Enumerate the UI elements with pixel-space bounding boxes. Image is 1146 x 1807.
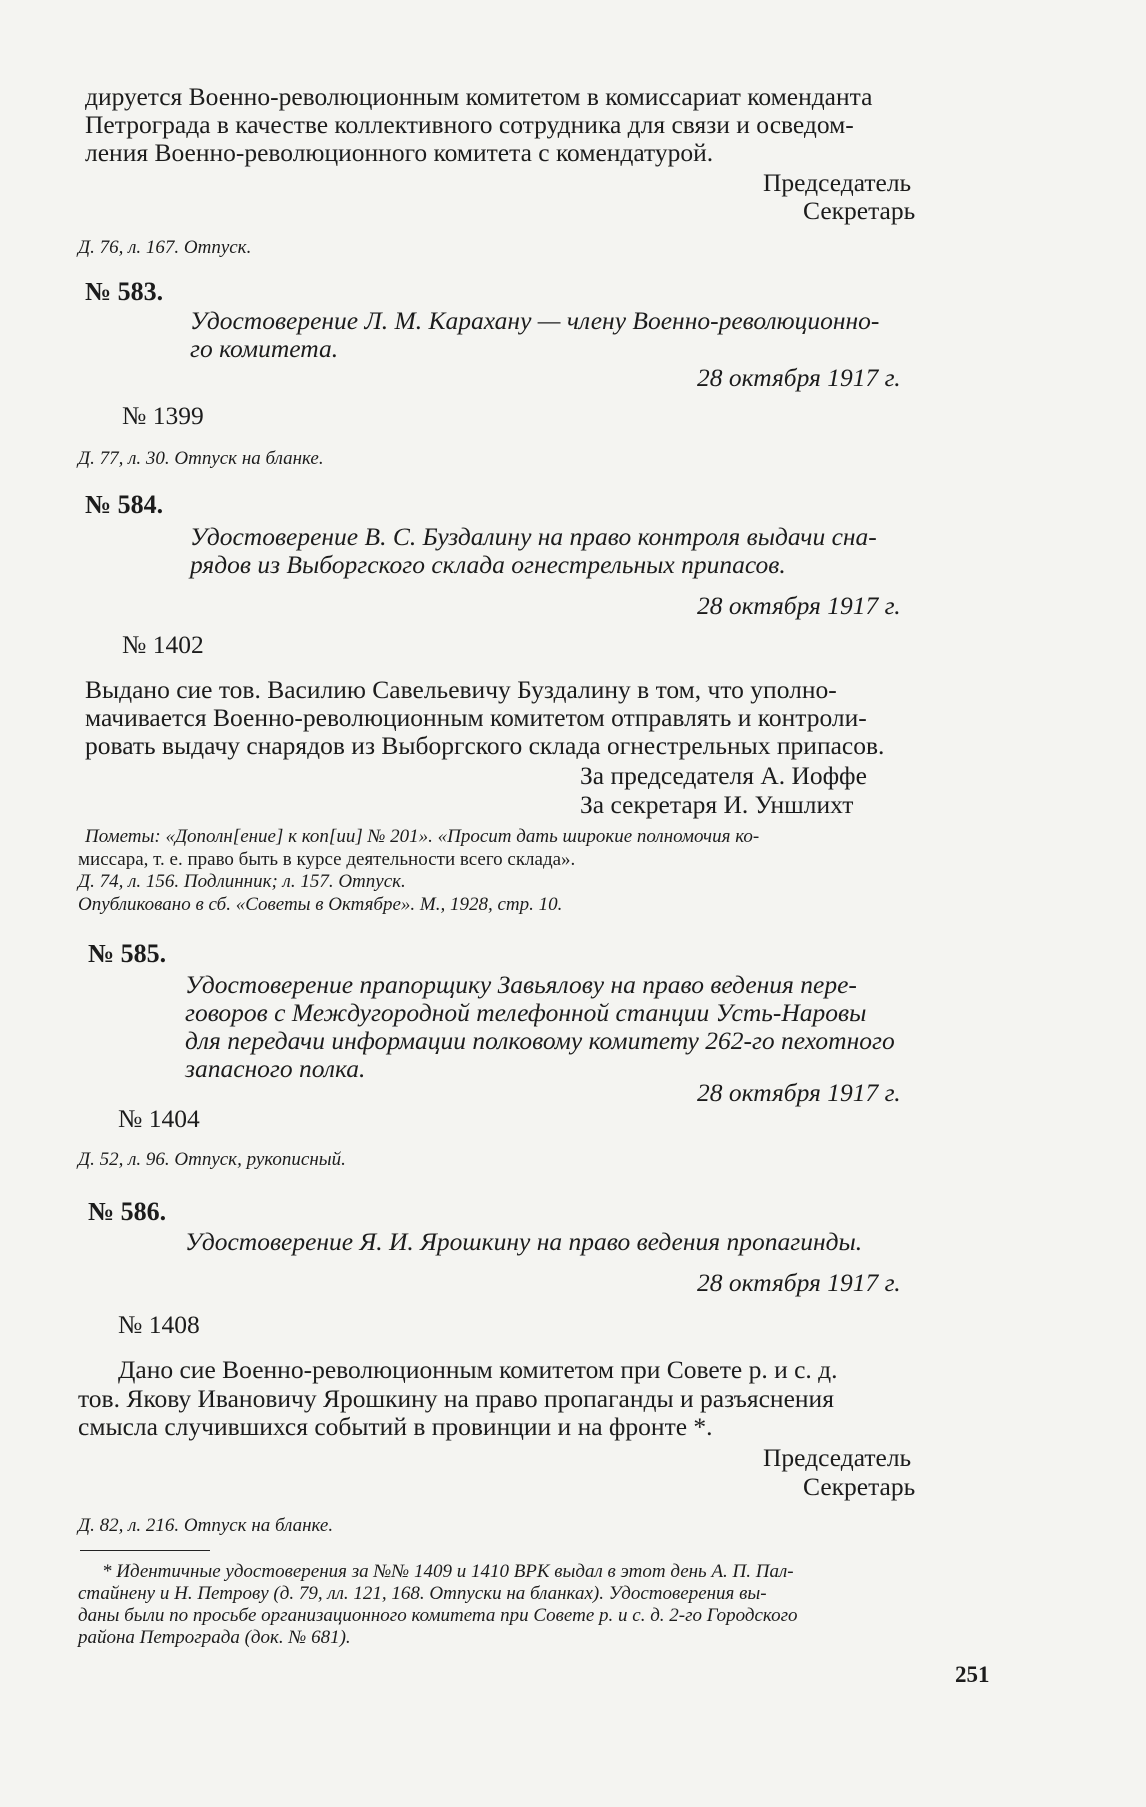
document-title: запасного полка.: [185, 1054, 366, 1083]
registration-number: № 1408: [118, 1310, 200, 1339]
document-title: Удостоверение прапорщику Завьялову на право ведения пере-: [185, 970, 857, 999]
archive-reference: Д. 52, л. 96. Отпуск, рукописный.: [78, 1149, 346, 1170]
signature-secretary: Секретарь: [803, 196, 916, 225]
footnote-line: стайнену и Н. Петрову (д. 79, лл. 121, 168. Отпуски на бланках). Удостоверения вы-: [78, 1583, 767, 1604]
archive-reference: Д. 82, л. 216. Отпуск на бланке.: [78, 1515, 334, 1536]
paragraph-line: смысла случившихся событий в провинции и на фронте *.: [78, 1412, 713, 1441]
paragraph-line: ления Военно-революционного комитета с комендатурой.: [85, 138, 714, 167]
document-title: рядов из Выборгского склада огнестрельных припасов.: [190, 550, 786, 579]
document-title: Удостоверение В. С. Буздалину на право контроля выдачи сна-: [190, 522, 877, 551]
document-title: Удостоверение Л. М. Карахану — члену Военно-революционно-: [190, 306, 880, 335]
notes-line: миссара, т. е. право быть в курсе деятельности всего склада».: [78, 849, 576, 870]
paragraph-line: тов. Якову Ивановичу Ярошкину на право пропаганды и разъяснения: [78, 1384, 834, 1413]
signature-chair: За председателя А. Иоффе: [580, 761, 867, 790]
document-number: № 585.: [88, 939, 167, 968]
signature-chair: Председатель: [763, 168, 912, 197]
notes-line: Пометы: «Дополн[ение] к коп[ии] № 201». «Просит дать широкие полномочия ко-: [85, 826, 760, 847]
paragraph-line: Выдано сие тов. Василию Савельевичу Буздалину в том, что уполно-: [85, 675, 837, 704]
archive-reference: Д. 76, л. 167. Отпуск.: [78, 237, 252, 258]
archive-reference: Д. 74, л. 156. Подлинник; л. 157. Отпуск.: [78, 871, 406, 892]
document-title: Удостоверение Я. И. Ярошкину на право ведения пропагинды.: [185, 1227, 863, 1256]
document-date: 28 октября 1917 г.: [697, 591, 901, 620]
document-number: № 586.: [88, 1197, 167, 1226]
publication-reference: Опубликовано в сб. «Советы в Октябре». М., 1928, стр. 10.: [78, 894, 563, 915]
document-date: 28 октября 1917 г.: [697, 1078, 901, 1107]
document-date: 28 октября 1917 г.: [697, 1268, 901, 1297]
paragraph-line: дируется Военно-революционным комитетом в комиссариат коменданта: [85, 82, 873, 111]
registration-number: № 1399: [122, 401, 204, 430]
footnote-line: даны были по просьбе организационного комитета при Совете р. и с. д. 2-го Городского: [78, 1605, 798, 1626]
document-number: № 583.: [85, 277, 164, 306]
document-title: го комитета.: [190, 334, 339, 363]
footnote-line: района Петрограда (док. № 681).: [78, 1627, 351, 1648]
archive-reference: Д. 77, л. 30. Отпуск на бланке.: [78, 448, 324, 469]
document-title: для передачи информации полковому комитету 262-го пехотного: [185, 1026, 895, 1055]
paragraph-line: мачивается Военно-революционным комитетом отправлять и контроли-: [85, 703, 867, 732]
paragraph-line: Петрограда в качестве коллективного сотрудника для связи и осведом-: [85, 110, 854, 139]
footnote-line: * Идентичные удостоверения за №№ 1409 и 1410 ВРК выдал в этот день А. П. Пал-: [102, 1561, 794, 1582]
paragraph-line: ровать выдачу снарядов из Выборгского склада огнестрельных припасов.: [85, 731, 885, 760]
footnote-divider: [80, 1550, 210, 1551]
signature-chair: Председатель: [763, 1443, 912, 1472]
registration-number: № 1402: [122, 630, 204, 659]
page-number: 251: [955, 1662, 990, 1687]
document-title: говоров с Междугородной телефонной станции Усть-Наровы: [185, 998, 867, 1027]
signature-secretary: Секретарь: [803, 1472, 916, 1501]
paragraph-line: Дано сие Военно-революционным комитетом при Совете р. и с. д.: [118, 1355, 838, 1384]
document-number: № 584.: [85, 490, 164, 519]
registration-number: № 1404: [118, 1104, 200, 1133]
document-date: 28 октября 1917 г.: [697, 363, 901, 392]
signature-secretary: За секретаря И. Уншлихт: [580, 790, 854, 819]
